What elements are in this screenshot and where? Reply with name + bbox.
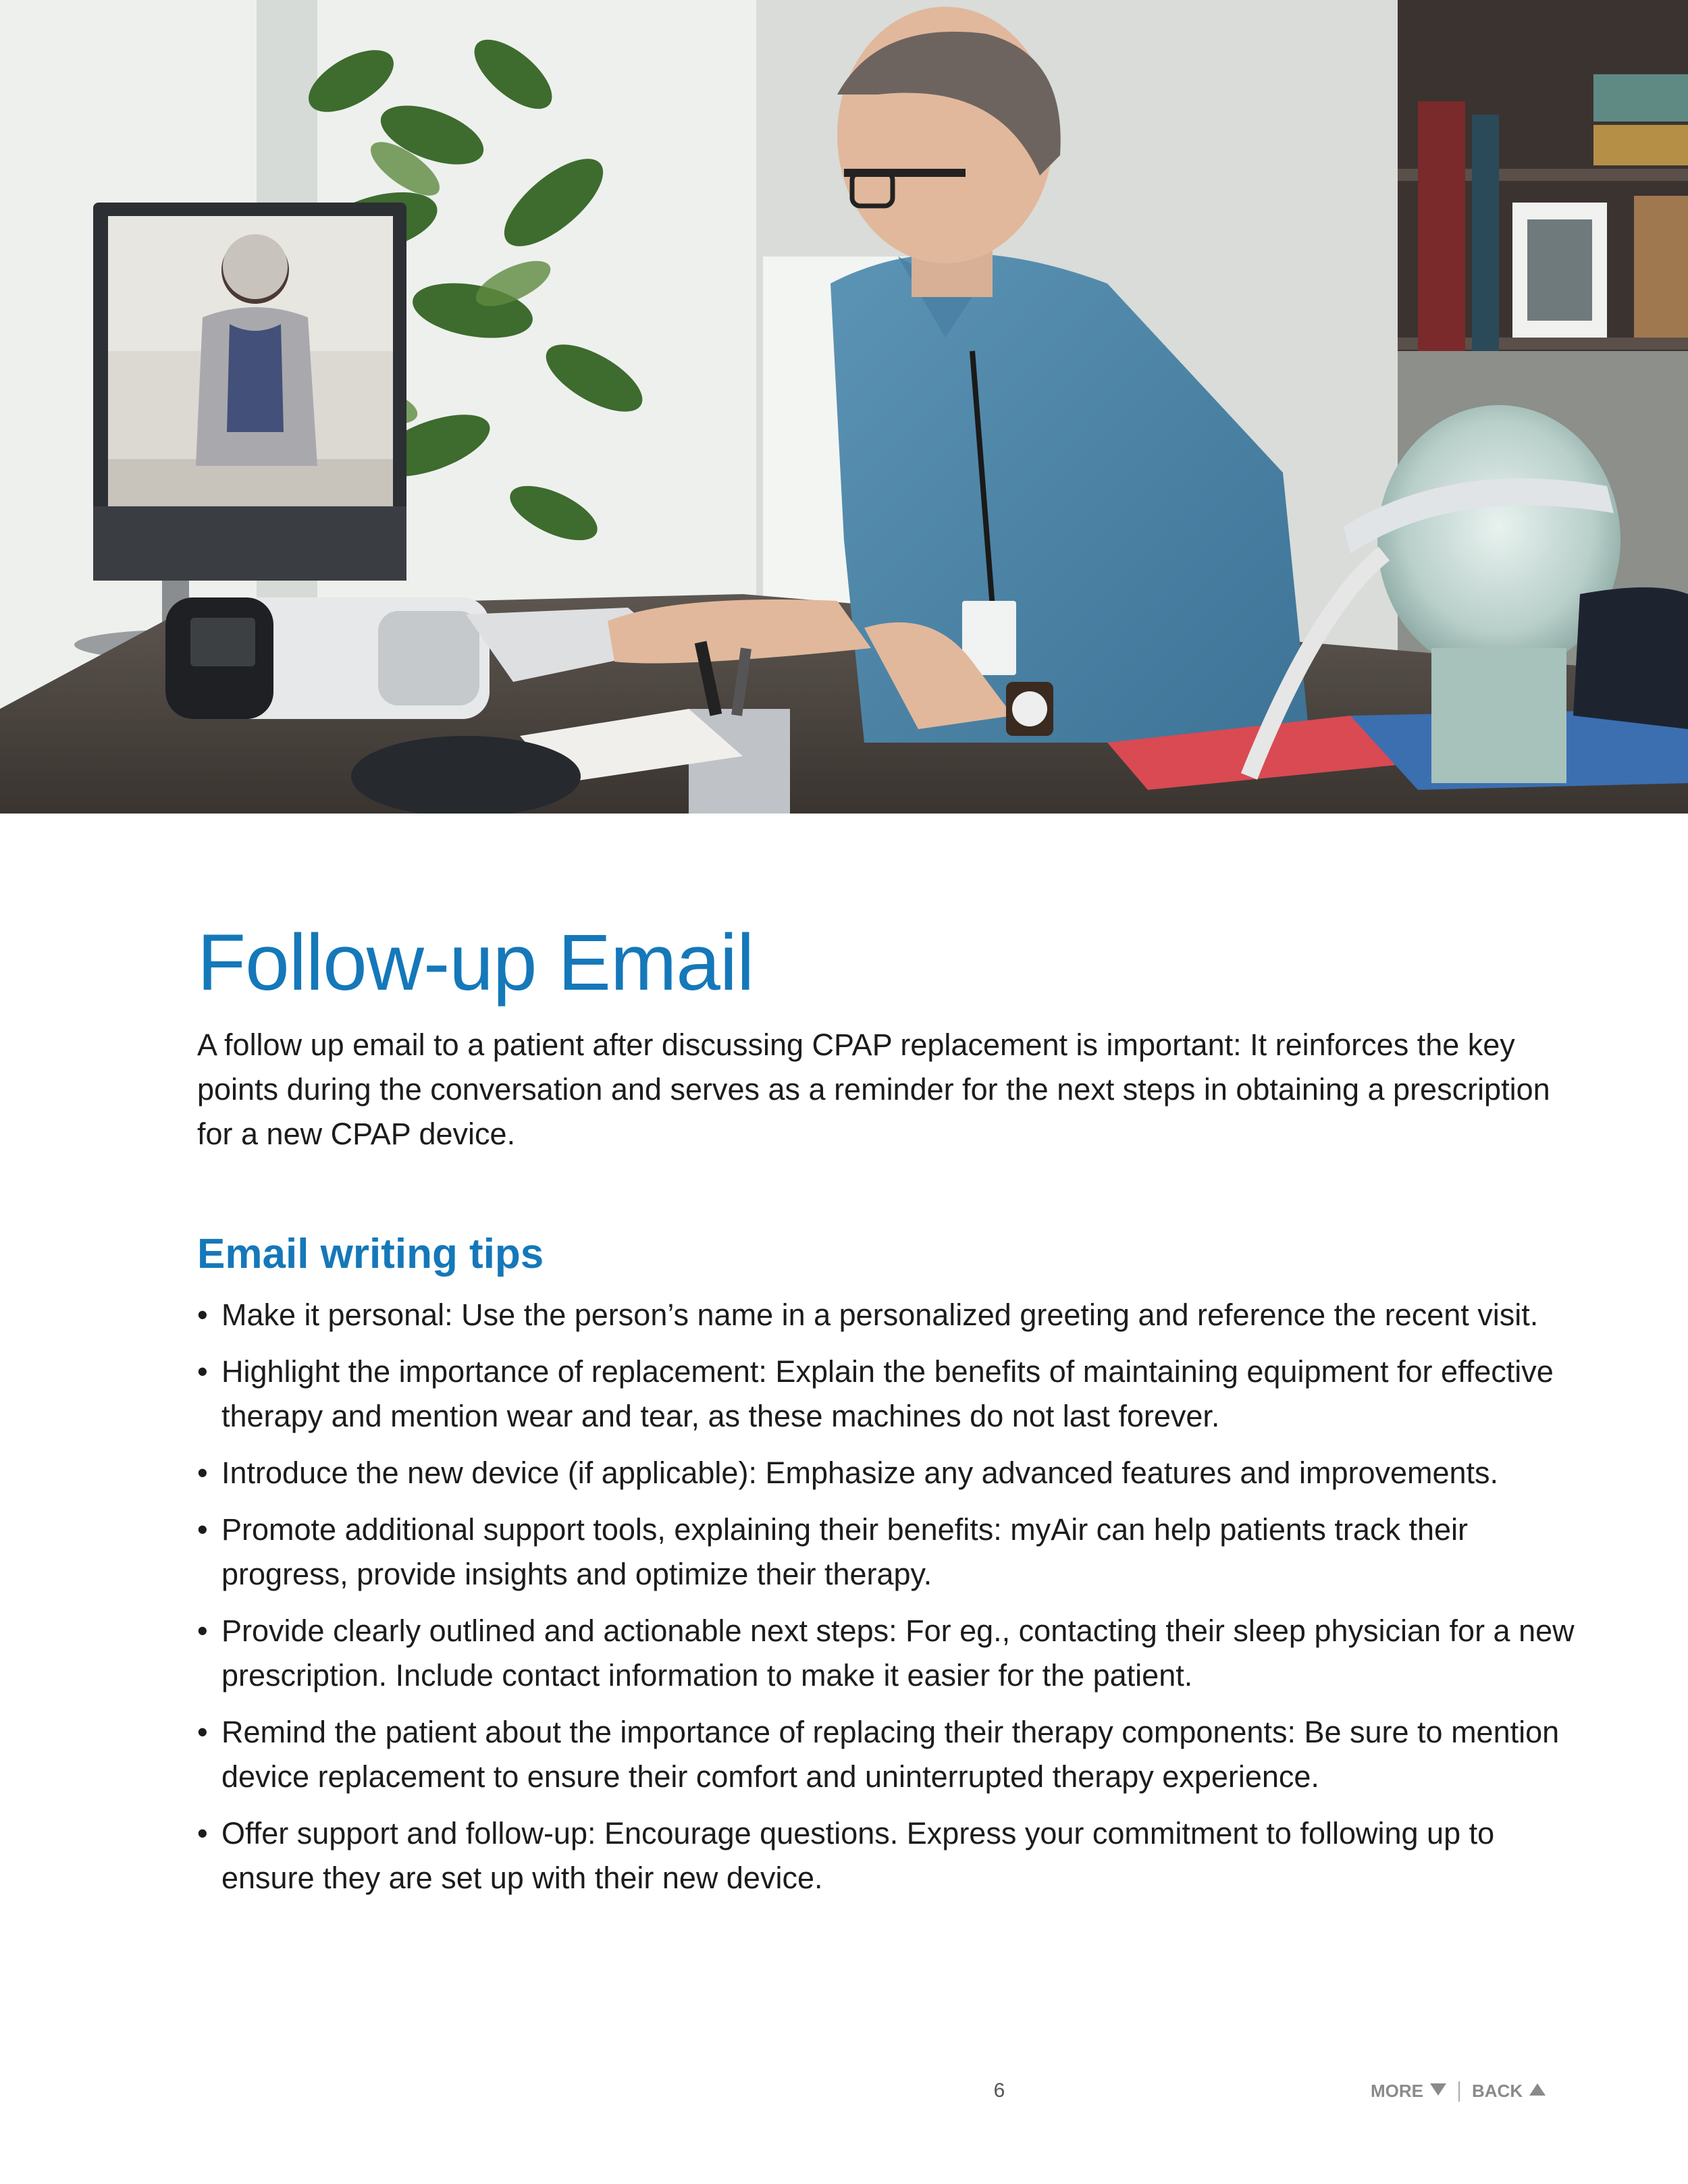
tip-item (197, 1350, 1575, 1439)
tip-item (197, 1293, 1575, 1337)
triangle-down-icon (1430, 2081, 1446, 2102)
tip-text: Highlight the importance of replacement: Explain the benefits of maintaining equipment for effective therapy and mention wear and tear, as these machines do not last forever. (221, 1354, 1554, 1433)
back-label: BACK (1472, 2081, 1523, 2101)
more-link[interactable] (1371, 2081, 1446, 2102)
tip-text: Offer support and follow-up: Encourage questions. Express your commitment to following up to ensure they are set up with their new device. (221, 1816, 1495, 1895)
divider (1458, 2081, 1460, 2102)
page-title: Follow-up Email (197, 918, 754, 1007)
triangle-up-icon (1529, 2081, 1546, 2102)
section-heading: Email writing tips (197, 1231, 544, 1277)
tip-item (197, 1609, 1575, 1698)
bullet-icon: • (197, 1298, 208, 1332)
tip-text: Make it personal: Use the person’s name in a personalized greeting and reference the recent visit. (221, 1298, 1539, 1332)
back-link[interactable] (1472, 2081, 1546, 2102)
tip-item (197, 1508, 1575, 1597)
bullet-icon: • (197, 1456, 208, 1490)
tip-item (197, 1451, 1575, 1495)
tip-text: Remind the patient about the importance of replacing their therapy components: Be sure to mention device replacement to ensure their comfort and uninterrupted therapy experience. (221, 1715, 1560, 1794)
bullet-icon: • (197, 1614, 208, 1648)
intro-paragraph: A follow up email to a patient after discussing CPAP replacement is important: It reinforces the key points during the conversation and serves as a reminder for the next steps in obtaining a prescription for a new CPAP device. (197, 1028, 1550, 1151)
bullet-icon: • (197, 1354, 208, 1389)
bullet-icon: • (197, 1816, 208, 1850)
tip-text: Introduce the new device (if applicable): Emphasize any advanced features and improvements. (221, 1456, 1499, 1490)
tip-item (197, 1710, 1575, 1799)
more-label: MORE (1371, 2081, 1423, 2101)
page-number: 6 (993, 2079, 1005, 2102)
hero-photo (0, 0, 1688, 814)
tip-item (197, 1811, 1575, 1900)
tips-list (197, 1293, 1575, 1913)
tip-text: Promote additional support tools, explaining their benefits: myAir can help patients track their progress, provide insights and optimize their therapy. (221, 1512, 1468, 1591)
bullet-icon: • (197, 1512, 208, 1547)
tip-text: Provide clearly outlined and actionable next steps: For eg., contacting their sleep physician for a new prescription. Include contact information to make it easier for the patient. (221, 1614, 1575, 1693)
footer-navigation (1371, 2081, 1546, 2102)
bullet-icon: • (197, 1715, 208, 1749)
